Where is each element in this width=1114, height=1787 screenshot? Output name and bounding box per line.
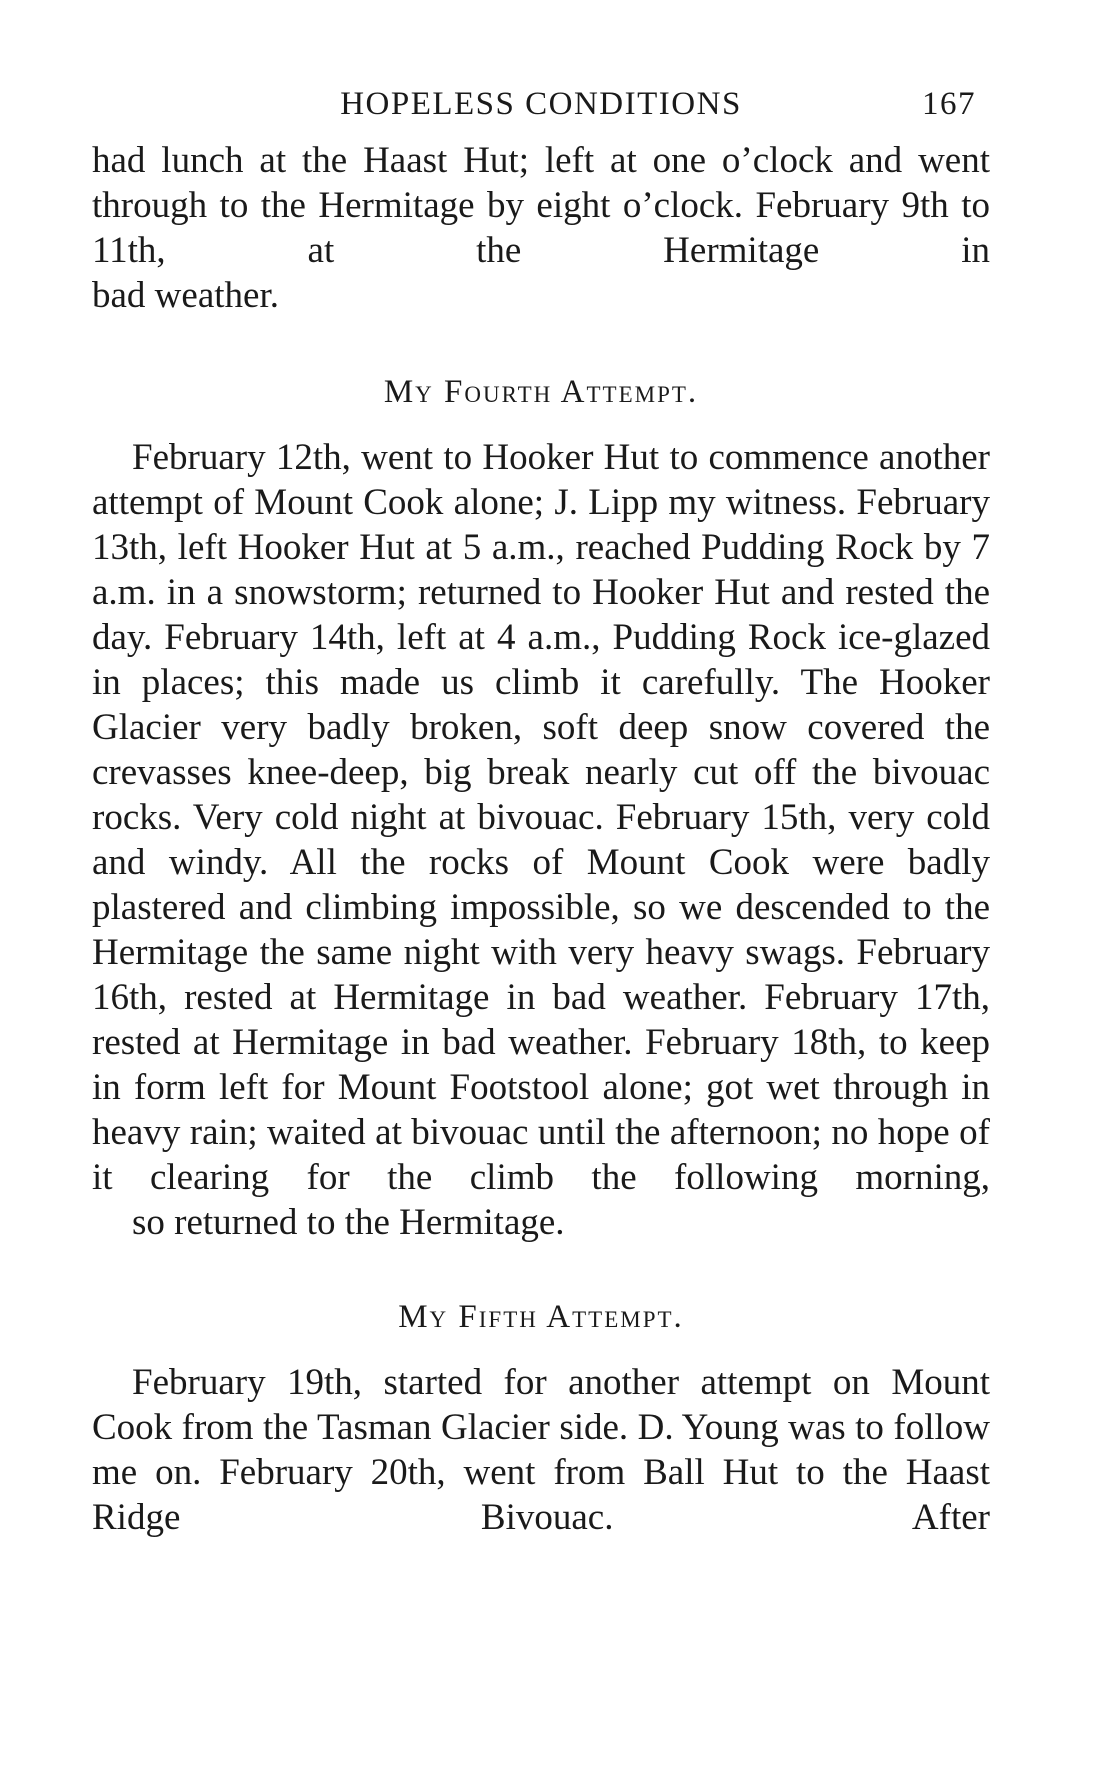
fourth-attempt-paragraph-text: February 12th, went to Hooker Hut to commence another attempt of Mount Cook alone; J. Lipp my witness. February 13th, left Hooker Hut at 5 a.m., reached Pudding Rock by 7 a.m. in a snowstorm; returned to Hooker Hut and rested the day. February 14th, left at 4 a.m., Pudding Rock ice-glazed in places; this made us climb it carefully. The Hooker Glacier very badly broken, soft deep snow covered the crevasses knee-deep, big break nearly cut off the bivouac rocks. Very cold night at bivouac. February 15th, very cold and windy. All the rocks of Mount Cook were badly plastered and climbing impossible, so we descended to the Hermitage the same night with very heavy swags. February 16th, rested at Hermitage in bad weather. February 17th, rested at Hermitage in bad weather. February 18th, to keep in form left for Mount Footstool alone; got wet through in heavy rain; waited at bivouac until the afternoon; no hope of it clearing for the climb the following morning, [92, 437, 990, 1198]
fifth-attempt-paragraph-text: February 19th, started for another attempt on Mount Cook from the Tasman Glacier side. D. Young was to follow me on. February 20th, went from Ball Hut to the Haast Ridge Bivouac. After [92, 1362, 990, 1538]
running-header [92, 86, 990, 138]
opening-paragraph [92, 138, 990, 318]
section-heading-fourth-attempt: My Fourth Attempt. [383, 374, 699, 410]
opening-paragraph-last-line: bad weather. [92, 275, 279, 316]
fifth-attempt-paragraph [92, 1360, 990, 1540]
fourth-attempt-paragraph-last-line: so returned to the Hermitage. [132, 1202, 565, 1243]
running-title: HOPELESS CONDITIONS [340, 86, 742, 122]
book-page [92, 86, 990, 1540]
page-number: 167 [922, 86, 976, 122]
fourth-attempt-paragraph [92, 435, 990, 1245]
opening-paragraph-text: had lunch at the Haast Hut; left at one o’clock and went through to the Hermitage by eight o’clock. February 9th to 11th, at the Hermitage in [92, 140, 990, 271]
section-heading-fifth-attempt: My Fifth Attempt. [398, 1299, 684, 1335]
